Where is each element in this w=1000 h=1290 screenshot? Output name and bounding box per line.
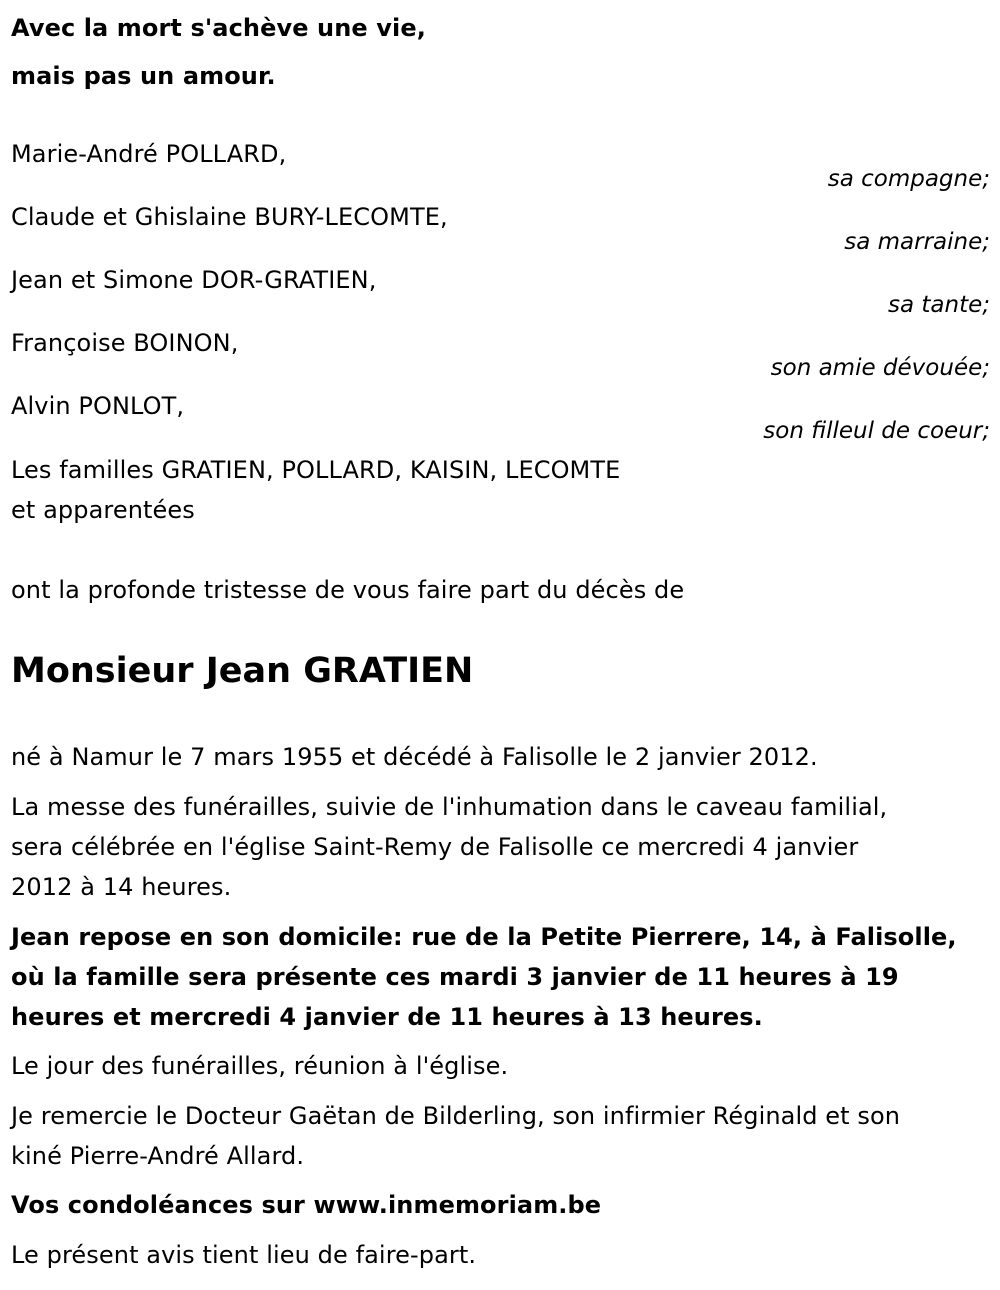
deceased-name: Monsieur Jean GRATIEN: [11, 651, 474, 691]
visitation-line-1: Jean repose en son domicile: rue de la Petite Pierrere, 14, à Falisolle,: [11, 923, 957, 951]
family-member-name: Marie-André POLLARD,: [11, 140, 287, 168]
notice: Le présent avis tient lieu de faire-part.: [11, 1241, 477, 1269]
families-line-2: et apparentées: [11, 496, 195, 524]
gathering: Le jour des funérailles, réunion à l'église.: [11, 1052, 509, 1080]
motto-line-2: mais pas un amour.: [11, 62, 276, 90]
family-member-role: son filleul de coeur;: [763, 418, 990, 444]
families-line-1: Les familles GRATIEN, POLLARD, KAISIN, LECOMTE: [11, 456, 621, 484]
condolences-link[interactable]: Vos condoléances sur www.inmemoriam.be: [11, 1191, 602, 1219]
family-member-name: Claude et Ghislaine BURY-LECOMTE,: [11, 203, 448, 231]
thanks-line-1: Je remercie le Docteur Gaëtan de Bilderling, son infirmier Réginald et son: [11, 1102, 901, 1130]
family-member-name: Françoise BOINON,: [11, 329, 239, 357]
visitation-line-2: où la famille sera présente ces mardi 3 janvier de 11 heures à 19: [11, 963, 899, 991]
family-member-role: sa tante;: [888, 292, 990, 318]
thanks-line-2: kiné Pierre-André Allard.: [11, 1142, 305, 1170]
family-member-name: Jean et Simone DOR-GRATIEN,: [11, 266, 377, 294]
family-member-name: Alvin PONLOT,: [11, 392, 185, 420]
funeral-line-2: sera célébrée en l'église Saint-Remy de Falisolle ce mercredi 4 janvier: [11, 833, 859, 861]
funeral-line-1: La messe des funérailles, suivie de l'inhumation dans le caveau familial,: [11, 793, 888, 821]
visitation-line-3: heures et mercredi 4 janvier de 11 heures à 13 heures.: [11, 1003, 763, 1031]
announcement: ont la profonde tristesse de vous faire part du décès de: [11, 576, 685, 604]
birth-death: né à Namur le 7 mars 1955 et décédé à Falisolle le 2 janvier 2012.: [11, 743, 818, 771]
family-member-role: sa compagne;: [827, 166, 990, 192]
family-member-role: sa marraine;: [844, 229, 990, 255]
family-member-role: son amie dévouée;: [770, 355, 990, 381]
funeral-line-3: 2012 à 14 heures.: [11, 873, 232, 901]
motto-line-1: Avec la mort s'achève une vie,: [11, 14, 426, 42]
